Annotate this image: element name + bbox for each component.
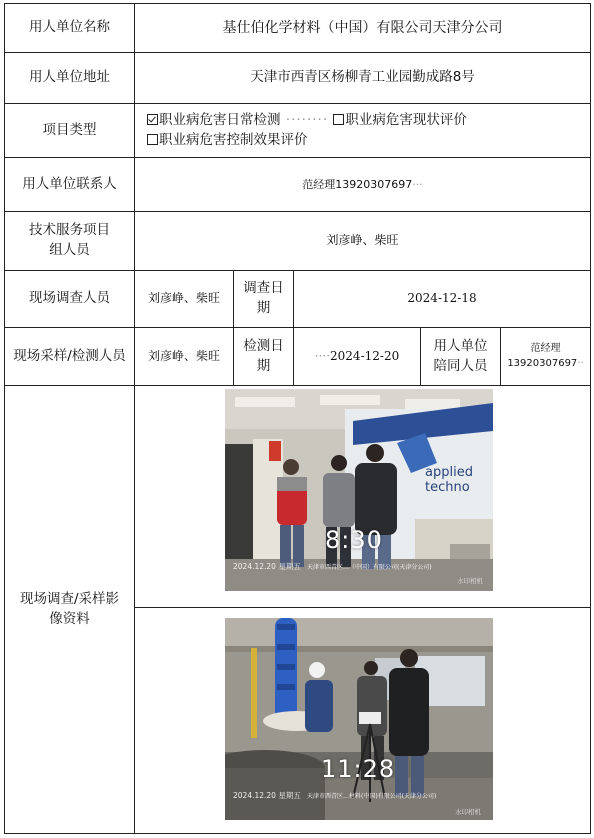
photo-date: 2024.12.20 星期五 [233,562,301,571]
unit-name-label: 用人单位名称 [29,19,110,36]
photo-company: 天津市西青区…（中国）有限公司(天津分公司) [307,564,432,571]
tech-team-value: 刘彦峥、柴旺 [326,233,399,248]
test-date-label: 检测日期 [243,337,284,374]
border-right [590,3,591,834]
sampling-staff-value: 刘彦峥、柴旺 [147,348,220,363]
site-sampling-photo [225,618,493,820]
photo-brand: 水印相机 [457,577,483,585]
escort-phone-row [507,357,583,372]
unit-address-value: 天津市西青区杨柳青工业园勤成路8号 [250,69,475,86]
tech-team-label: 技术服务项目组人员 [29,222,110,258]
checkbox-status-evaluation[interactable] [333,114,344,125]
survey-staff-value: 刘彦峥、柴旺 [147,291,220,306]
escort-label: 用人单位陪同人员 [433,337,488,374]
escort-name: 范经理 [530,343,561,354]
contact-value [135,158,590,211]
dot-leader: ···· [314,348,331,363]
dot-leader: ··· [412,177,423,191]
photo-time: 8:30 [325,526,383,554]
sampling-staff-label: 现场采样/检测人员 [13,347,126,364]
escort-value [501,328,590,385]
photo-sep [134,607,591,608]
survey-date-label: 调查日期 [243,280,284,316]
project-type-option: 职业病危害现状评价 [345,111,467,128]
unit-name-value: 基仕伯化学材料（中国）有限公司天津分公司 [222,19,503,36]
project-type-label: 项目类型 [42,121,97,138]
checkbox-control-evaluation[interactable] [147,134,158,145]
photo-date: 2024.12.20 星期五 [233,791,301,800]
survey-date-value: 2024-12-18 [407,291,477,306]
survey-staff-label: 现场调查人员 [29,290,110,307]
project-type-options [135,104,590,157]
test-date-value [294,328,420,385]
photo-company: 天津市西青区…材料(中国)有限公司(天津分公司) [307,793,437,800]
contact-value-text: 范经理13920307697 [302,177,413,191]
photo-brand: 水印相机 [455,808,481,816]
wall-banner-text: applied techno [425,465,473,495]
unit-address-label: 用人单位地址 [29,69,110,86]
escort-phone: 13920307697 [507,357,578,369]
project-type-option: 职业病危害控制效果评价 [159,131,308,148]
contact-label: 用人单位联系人 [22,175,117,192]
test-date-text: 2024-12-20 [330,348,400,363]
photo-time: 11:28 [321,755,396,783]
site-survey-photo [225,389,493,591]
border-bottom [4,833,591,834]
images-label: 现场调查/采样影像资料 [19,590,120,627]
checkbox-daily-testing[interactable] [147,114,158,125]
dot-leader: ·· [577,357,584,369]
dot-leader: ········ [280,111,334,128]
project-type-option: 职业病危害日常检测 [159,111,281,128]
